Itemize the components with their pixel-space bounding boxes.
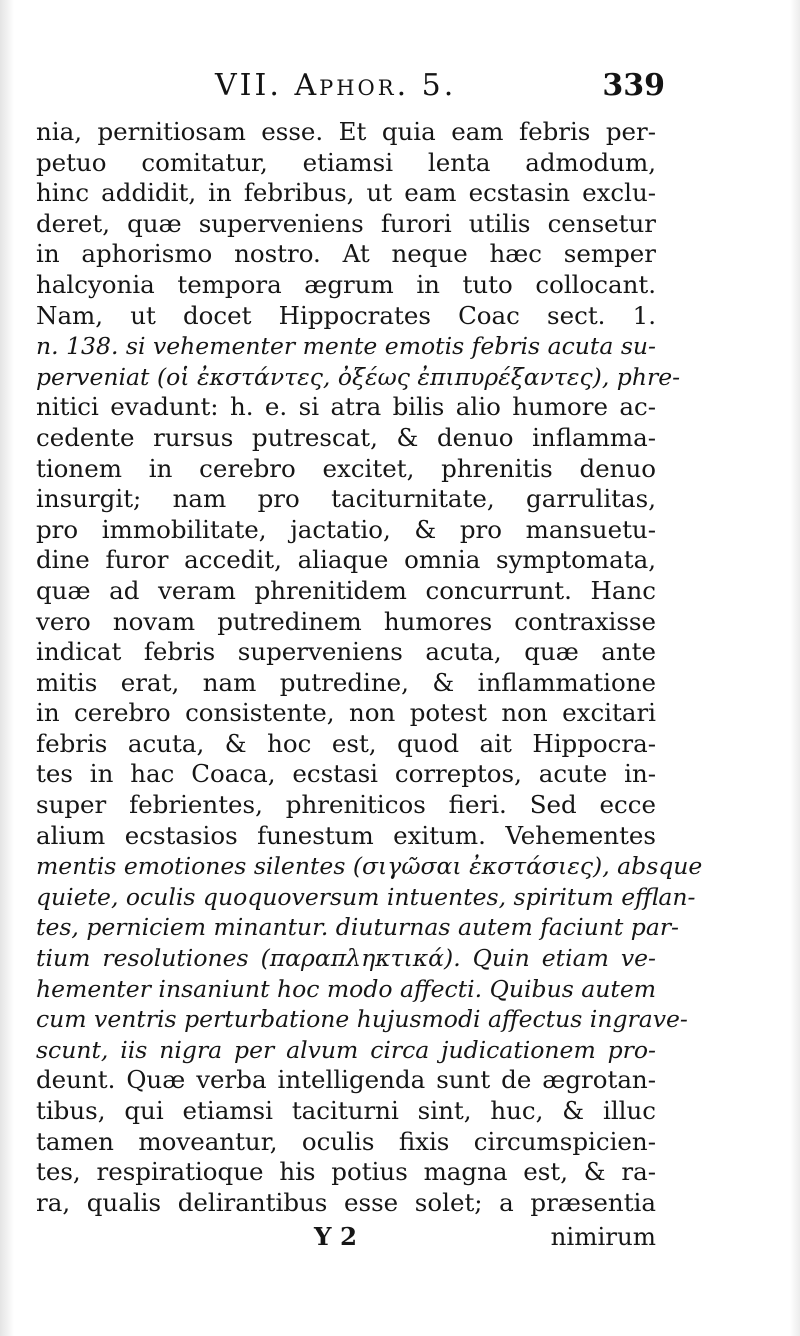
text-line: tamen moveantur, oculis fixis circumspicien- — [36, 1126, 656, 1156]
text-line: dine furor accedit, aliaque omnia symptomata, — [36, 545, 656, 575]
text-line: hementer insaniunt hoc modo affecti. Quibus autem — [36, 974, 657, 1003]
text-line: tibus, qui etiamsi taciturni sint, huc, & illuc — [36, 1096, 656, 1125]
text-line: alium ecstasios funestum exitum. Vehementes — [36, 820, 656, 850]
text-line: tium resolutiones (παραπληκτικά). Quin etiam ve- — [36, 944, 656, 973]
text-line: in cerebro consistente, non potest non excitari — [36, 698, 656, 728]
page-edge-shadow — [790, 0, 800, 1336]
text-line: indicat febris superveniens acuta, quæ ante — [36, 637, 656, 667]
text-line: tes, perniciem minantur. diuturnas autem faciunt par- — [36, 913, 680, 942]
text-line: halcyonia tempora ægrum in tuto collocant. — [36, 269, 656, 299]
text-line: ra, qualis delirantibus esse solet; a præsentia — [36, 1187, 656, 1217]
text-line: cum ventris perturbatione hujusmodi affectus ingrave- — [36, 1005, 688, 1034]
text-line: scunt, iis nigra per alvum circa judicationem pro- — [36, 1035, 656, 1064]
text-line: nitici evadunt: h. e. si atra bilis alio humore ac- — [36, 392, 656, 422]
text-line: in aphorismo nostro. At neque hæc semper — [36, 239, 656, 269]
signature-mark: Y 2 — [314, 1222, 358, 1251]
text-line: super febrientes, phreniticos fieri. Sed ecce — [36, 790, 656, 820]
text-line: Nam, ut docet Hippocrates Coac sect. 1. — [36, 300, 656, 330]
text-line: insurgit; nam pro taciturnitate, garrulitas, — [36, 484, 656, 514]
text-line: petuo comitatur, etiamsi lenta admodum, — [36, 147, 656, 177]
text-line: deunt. Quæ verba intelligenda sunt de ægrotan- — [36, 1065, 656, 1095]
text-line: vero novam putredinem humores contraxisse — [36, 606, 656, 636]
running-header — [215, 68, 665, 108]
text-line: tes in hac Coaca, ecstasi correptos, acute in- — [36, 759, 656, 789]
text-line: quæ ad veram phrenitidem concurrunt. Hanc — [36, 575, 656, 605]
text-line: perveniat (οἱ ἐκστάντες, ὀξέως ἐπιπυρέξαντες), phre- — [36, 362, 681, 391]
text-line: hinc addidit, in febribus, ut eam ecstasin exclu- — [36, 178, 656, 208]
text-line: tionem in cerebro excitet, phrenitis denuo — [36, 453, 656, 483]
text-line: pro immobilitate, jactatio, & pro mansuetu- — [36, 514, 656, 544]
text-line: mentis emotiones silentes (σιγῶσαι ἐκστάσιες), absque — [36, 852, 703, 881]
text-line: nia, pernitiosam esse. Et quia eam febris per- — [36, 117, 656, 146]
text-line: tes, respiratioque his potius magna est, & ra- — [36, 1157, 656, 1187]
text-line: febris acuta, & hoc est, quod ait Hippocra- — [36, 728, 656, 758]
text-line: mitis erat, nam putredine, & inflammatione — [36, 667, 656, 697]
catchword: nimirum — [550, 1222, 656, 1251]
header-title: VII. Aphor. 5. — [215, 68, 457, 103]
text-line: cedente rursus putrescat, & denuo inflamma- — [36, 422, 656, 452]
text-line: n. 138. si vehementer mente emotis febris acuta su- — [36, 332, 656, 361]
page-number: 339 — [602, 68, 665, 103]
page-gutter-shadow — [0, 0, 14, 1336]
body-text — [36, 117, 703, 1218]
text-line: quiete, oculis quoquoversum intuentes, spiritum efflan- — [36, 882, 696, 911]
text-line: deret, quæ superveniens furori utilis censetur — [36, 208, 656, 238]
page-footer — [36, 1222, 656, 1256]
